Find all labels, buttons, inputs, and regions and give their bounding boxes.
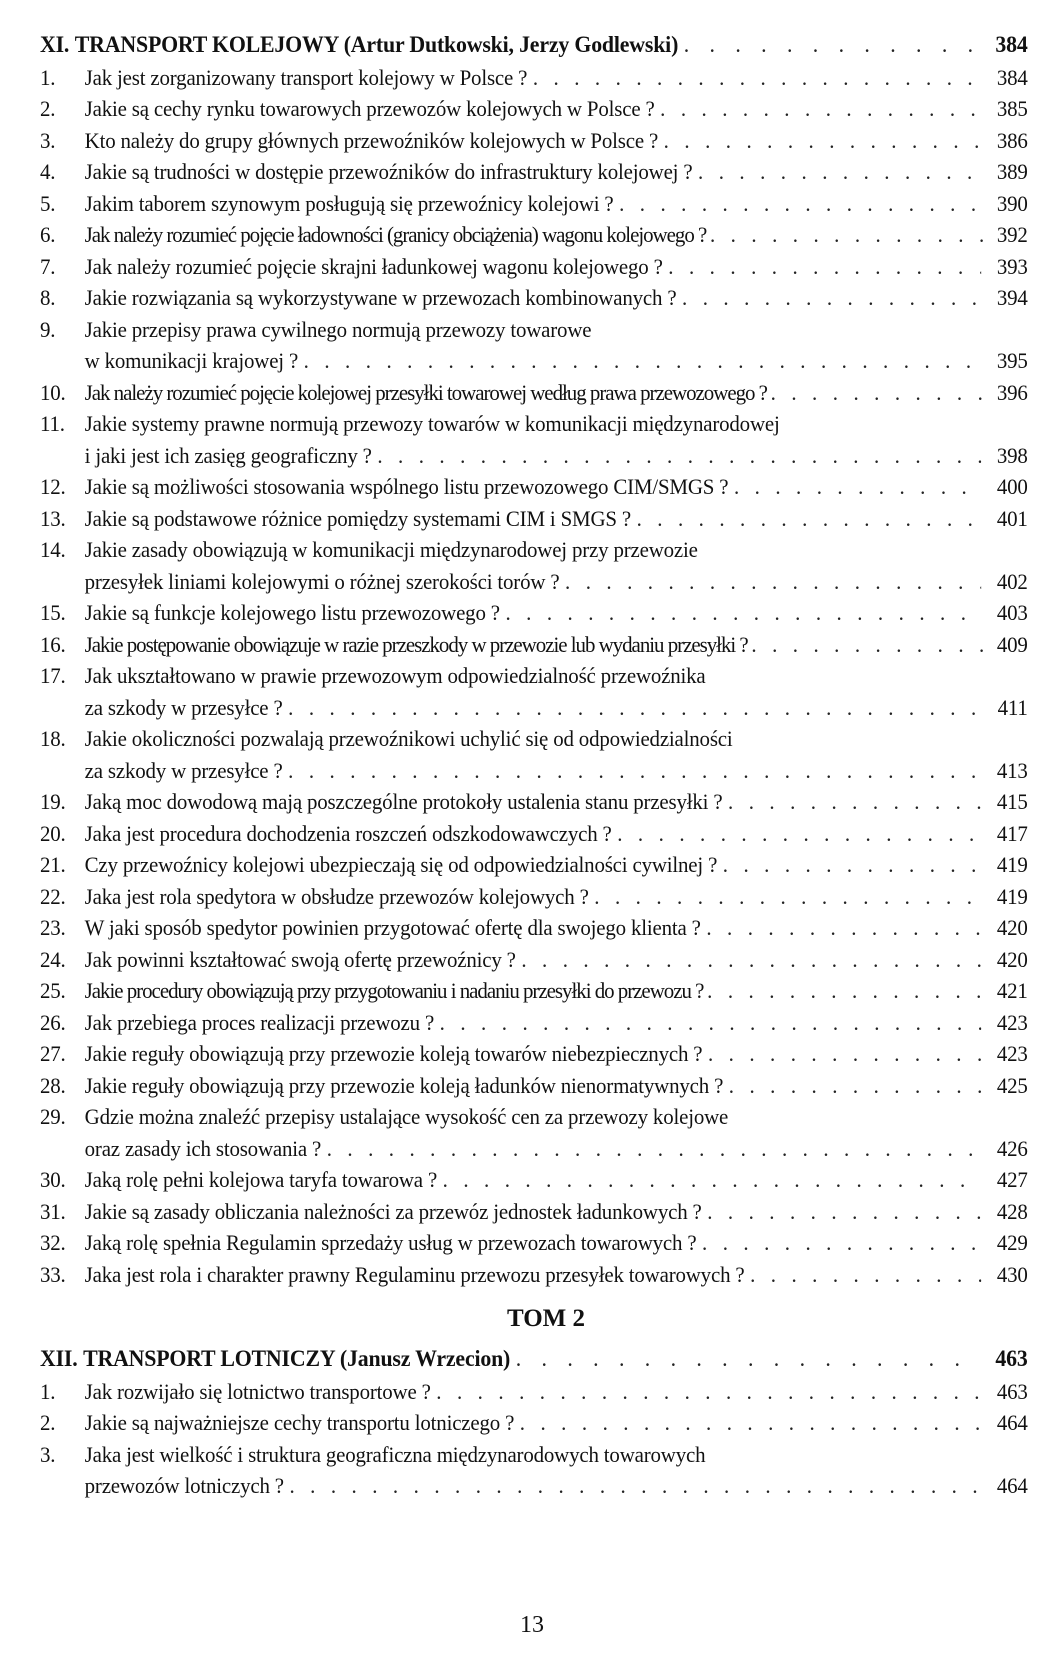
- toc-entry-line: [40, 1376, 1028, 1408]
- chapter-xii-entries: [40, 1376, 1028, 1502]
- dot-leader: [505, 597, 981, 629]
- entry-text: Jakie procedury obowiązują przy przygotowaniu i nadaniu przesyłki do przewozu ?: [84, 978, 704, 1003]
- toc-entry: [40, 944, 1028, 976]
- entry-text: Jak należy rozumieć pojęcie kolejowej przesyłki towarowej według prawa przewozowego ?: [84, 379, 767, 405]
- toc-entry: [40, 975, 1028, 1007]
- entry-page: 411: [997, 694, 1028, 720]
- dot-leader: [706, 912, 981, 944]
- entry-body: [85, 629, 987, 661]
- entry-number: 28.: [40, 1072, 66, 1098]
- dot-leader: [682, 282, 981, 314]
- entry-text: Jak jest zorganizowany transport kolejowy w Polsce ?: [84, 64, 528, 90]
- dot-leader: [440, 1007, 981, 1039]
- toc-entry: [40, 1227, 1028, 1259]
- entry-number: 16.: [40, 631, 66, 657]
- entry-body: [85, 912, 987, 944]
- entry-text: Jaką moc dowodową mają poszczególne protokoły ustalenia stanu przesyłki ?: [84, 789, 723, 814]
- entry-page: 385: [996, 96, 1028, 121]
- dot-leader: [734, 471, 981, 503]
- entry-text: Gdzie można znaleźć przepisy ustalające wysokość cen za przewozy kolejowe: [84, 1104, 729, 1129]
- dot-leader: [729, 1070, 981, 1102]
- entry-text: Jak przebiega proces realizacji przewozu ?: [84, 1009, 435, 1035]
- toc-entry: [40, 849, 1028, 881]
- entry-text: Jak powinni kształtować swoją ofertę przewoźnicy ?: [84, 946, 516, 972]
- dot-leader: [751, 629, 983, 661]
- entry-text: W jaki sposób spedytor powinien przygotować ofertę dla swojego klienta ?: [84, 915, 701, 940]
- toc-entry: [40, 471, 1028, 503]
- entry-body: [85, 188, 987, 220]
- entry-text: Jaką rolę pełni kolejowa taryfa towarowa ?: [84, 1167, 438, 1192]
- toc-entry-first-line: [40, 1439, 1028, 1471]
- entry-page: 426: [996, 1135, 1028, 1161]
- entry-number: 10.: [40, 379, 66, 405]
- entry-page: 420: [996, 946, 1028, 972]
- entry-number: 25.: [40, 978, 66, 1003]
- entry-text: Jaka jest procedura dochodzenia roszczeń odszkodowawczych ?: [84, 820, 612, 846]
- entry-text: w komunikacji krajowej ?: [84, 348, 299, 373]
- entry-text: Jakie okoliczności pozwalają przewoźnikowi uchylić się od odpowiedzialności: [84, 726, 733, 751]
- entry-number: 11.: [40, 411, 65, 436]
- toc-entry-line: [40, 881, 1028, 913]
- entry-page: 409: [996, 631, 1028, 657]
- entry-number: 2.: [40, 96, 56, 121]
- entry-number: 20.: [40, 820, 66, 846]
- toc-entry: [40, 1439, 1028, 1502]
- entry-body: [85, 314, 1028, 346]
- entry-number: 1.: [40, 64, 56, 90]
- entry-body: [85, 471, 987, 503]
- entry-body: [85, 156, 987, 188]
- toc-entry: [40, 818, 1028, 850]
- entry-body: [85, 660, 1028, 692]
- entry-text: Jakie rozwiązania są wykorzystywane w przewozach kombinowanych ?: [84, 285, 677, 310]
- dot-leader: [377, 440, 981, 472]
- toc-entry-line: [40, 1038, 1028, 1070]
- entry-text: Jaka jest wielkość i struktura geograficzna międzynarodowych towarowych: [84, 1441, 706, 1467]
- dot-leader: [710, 219, 983, 251]
- entry-page: 400: [996, 474, 1028, 499]
- toc-entry: [40, 786, 1028, 818]
- entry-number: 1.: [40, 1378, 56, 1404]
- toc-entry-line: [40, 156, 1028, 188]
- entry-number: 6.: [40, 222, 56, 247]
- entry-body: [85, 849, 987, 881]
- entry-body: [85, 1259, 987, 1291]
- toc-entry-line: [40, 1070, 1028, 1102]
- toc-entry-line: [40, 1196, 1028, 1228]
- entry-text: Jaka jest rola spedytora w obsłudze przewozów kolejowych ?: [84, 883, 589, 909]
- entry-text: Jakie postępowanie obowiązuje w razie przeszkody w przewozie lub wydaniu przesyłki ?: [84, 631, 748, 657]
- toc-entry: [40, 1070, 1028, 1102]
- dot-leader: [750, 1259, 981, 1291]
- entry-page: 415: [996, 789, 1028, 814]
- dot-leader: [594, 881, 981, 913]
- entry-body: [85, 1470, 987, 1502]
- toc-entry: [40, 660, 1028, 723]
- dot-leader: [304, 345, 981, 377]
- entry-page: 393: [996, 253, 1028, 279]
- entry-text: oraz zasady ich stosowania ?: [84, 1135, 322, 1161]
- chapter-heading-xi: [40, 30, 1028, 62]
- toc-entry: [40, 188, 1028, 220]
- toc-entry-line: [40, 251, 1028, 283]
- toc-entry-line: [40, 818, 1028, 850]
- entry-page: 423: [996, 1041, 1028, 1066]
- entry-text: i jaki jest ich zasięg geograficzny ?: [84, 442, 372, 468]
- entry-text: Jak ukształtowano w prawie przewozowym odpowiedzialność przewoźnika: [84, 663, 706, 688]
- entry-number: 12.: [40, 474, 66, 499]
- entry-number: 13.: [40, 505, 66, 531]
- toc-entry: [40, 62, 1028, 94]
- dot-leader: [516, 1344, 981, 1376]
- entry-body: [85, 566, 987, 598]
- entry-text: Jaka jest rola i charakter prawny Regulaminu przewozu przesyłek towarowych ?: [84, 1261, 745, 1287]
- dot-leader: [617, 818, 981, 850]
- entry-body: [85, 1227, 987, 1259]
- entry-page: 392: [996, 222, 1028, 247]
- toc-entry-last-line: [40, 566, 1028, 598]
- toc-entry-line: [40, 282, 1028, 314]
- toc-entry: [40, 534, 1028, 597]
- entry-text: przesyłek liniami kolejowymi o różnej szerokości torów ?: [84, 568, 560, 594]
- entry-body: [85, 692, 987, 724]
- entry-text: Jaką rolę spełnia Regulamin sprzedaży usług w przewozach towarowych ?: [84, 1230, 697, 1255]
- entry-page: 389: [996, 159, 1028, 184]
- toc-entry: [40, 629, 1028, 661]
- toc-entry-last-line: [40, 440, 1028, 472]
- entry-body: [85, 755, 987, 787]
- dot-leader: [771, 377, 983, 409]
- toc-entry-line: [40, 1259, 1028, 1291]
- toc-entry: [40, 1164, 1028, 1196]
- entry-body: [85, 503, 987, 535]
- toc-entry-first-line: [40, 314, 1028, 346]
- entry-text: Jakim taborem szynowym posługują się przewoźnicy kolejowi ?: [84, 190, 614, 216]
- toc-entry-line: [40, 471, 1028, 503]
- entry-page: 401: [996, 505, 1028, 531]
- toc-entry: [40, 597, 1028, 629]
- entry-text: Jak rozwijało się lotnictwo transportowe ?: [84, 1378, 431, 1404]
- entry-text: Jakie są podstawowe różnice pomiędzy systemami CIM i SMGS ?: [84, 505, 632, 531]
- entry-page: 403: [996, 600, 1028, 625]
- entry-text: Jakie są trudności w dostępie przewoźników do infrastruktury kolejowej ?: [84, 159, 693, 184]
- entry-body: [85, 251, 987, 283]
- entry-body: [85, 1133, 987, 1165]
- entry-number: 14.: [40, 537, 66, 562]
- volume-heading: TOM 2: [506, 1305, 585, 1332]
- toc-entry-line: [40, 125, 1028, 157]
- entry-number: 26.: [40, 1009, 66, 1035]
- dot-leader: [521, 944, 981, 976]
- dot-leader: [288, 755, 981, 787]
- entry-body: [85, 1164, 987, 1196]
- entry-number: 2.: [40, 1410, 56, 1435]
- entry-text: Jakie są cechy rynku towarowych przewozów kolejowych w Polsce ?: [84, 96, 655, 121]
- dot-leader: [533, 62, 981, 94]
- entry-body: [85, 1376, 987, 1408]
- entry-number: 32.: [40, 1230, 66, 1255]
- dot-leader: [327, 1133, 981, 1165]
- toc-entry-first-line: [40, 534, 1028, 566]
- toc-entry: [40, 251, 1028, 283]
- entry-number: 4.: [40, 159, 56, 184]
- entry-number: 15.: [40, 600, 66, 625]
- toc-entry: [40, 1101, 1028, 1164]
- entry-page: 425: [996, 1072, 1028, 1098]
- dot-leader: [684, 30, 981, 62]
- toc-entry-line: [40, 1407, 1028, 1439]
- entry-page: 395: [996, 348, 1028, 373]
- entry-page: 417: [996, 820, 1028, 846]
- dot-leader: [668, 251, 981, 283]
- toc-entry-first-line: [40, 408, 1028, 440]
- entry-text: za szkody w przesyłce ?: [84, 757, 283, 783]
- entry-number: 27.: [40, 1041, 66, 1066]
- entry-body: [85, 1101, 1028, 1133]
- entry-body: [85, 1007, 987, 1039]
- entry-page: 430: [996, 1261, 1028, 1287]
- entry-body: [85, 881, 987, 913]
- dot-leader: [520, 1407, 981, 1439]
- toc-entry: [40, 377, 1028, 409]
- entry-number: 19.: [40, 789, 66, 814]
- entry-body: [85, 282, 987, 314]
- toc-entry-line: [40, 1007, 1028, 1039]
- toc-entry: [40, 156, 1028, 188]
- dot-leader: [288, 692, 981, 724]
- entry-text: przewozów lotniczych ?: [84, 1473, 284, 1498]
- entry-body: [85, 1038, 987, 1070]
- entry-number: 17.: [40, 663, 66, 688]
- entry-body: [85, 440, 987, 472]
- entry-page: 463: [996, 1378, 1028, 1404]
- dot-leader: [698, 156, 981, 188]
- toc-entry-line: [40, 93, 1028, 125]
- dot-leader: [708, 1038, 981, 1070]
- entry-number: 9.: [40, 316, 56, 342]
- entry-number: 33.: [40, 1261, 66, 1287]
- toc-entry-line: [40, 219, 1028, 251]
- toc-entry: [40, 1407, 1028, 1439]
- toc-entry: [40, 723, 1028, 786]
- toc-entry-line: [40, 629, 1028, 661]
- entry-number: 3.: [40, 127, 56, 153]
- entry-body: [85, 345, 987, 377]
- entry-body: [85, 93, 987, 125]
- entry-text: Jakie reguły obowiązują przy przewozie koleją ładunków nienormatywnych ?: [84, 1072, 724, 1098]
- entry-text: Jakie reguły obowiązują przy przewozie koleją towarów niebezpiecznych ?: [84, 1041, 703, 1066]
- toc-entry-last-line: [40, 345, 1028, 377]
- toc-entry-line: [40, 1164, 1028, 1196]
- toc-entry-last-line: [40, 692, 1028, 724]
- entry-text: za szkody w przesyłce ?: [84, 694, 283, 720]
- entry-page: 427: [996, 1167, 1028, 1192]
- entry-page: 429: [996, 1230, 1028, 1255]
- entry-body: [85, 1070, 987, 1102]
- dot-leader: [660, 93, 981, 125]
- entry-page: 396: [996, 379, 1028, 405]
- entry-number: 3.: [40, 1441, 56, 1467]
- entry-page: 413: [996, 757, 1028, 783]
- entry-page: 384: [996, 64, 1028, 90]
- toc-entry: [40, 1038, 1028, 1070]
- toc-entry: [40, 93, 1028, 125]
- entry-number: 31.: [40, 1198, 66, 1224]
- entry-body: [85, 597, 987, 629]
- entry-body: [85, 944, 987, 976]
- toc-entry-first-line: [40, 723, 1028, 755]
- chapter-heading-xii: [40, 1344, 1028, 1376]
- entry-page: 423: [996, 1009, 1028, 1035]
- toc-entry: [40, 282, 1028, 314]
- entry-text: Jakie są funkcje kolejowego listu przewozowego ?: [84, 600, 500, 625]
- entry-text: Jakie są najważniejsze cechy transportu lotniczego ?: [84, 1410, 515, 1435]
- entry-page: 402: [996, 568, 1028, 594]
- dot-leader: [436, 1376, 981, 1408]
- entry-page: 428: [996, 1198, 1028, 1224]
- toc-entry: [40, 408, 1028, 471]
- entry-number: 21.: [40, 852, 66, 877]
- dot-leader: [728, 786, 981, 818]
- toc-entry: [40, 1196, 1028, 1228]
- entry-body: [85, 62, 987, 94]
- entry-text: Jakie systemy prawne normują przewozy towarów w komunikacji międzynarodowej: [84, 411, 780, 436]
- entry-text: Jakie są możliwości stosowania wspólnego listu przewozowego CIM/SMGS ?: [84, 474, 729, 499]
- entry-number: 7.: [40, 253, 56, 279]
- toc-entry-line: [40, 188, 1028, 220]
- entry-number: 23.: [40, 915, 66, 940]
- toc-entry-line: [40, 1227, 1028, 1259]
- entry-number: 8.: [40, 285, 56, 310]
- entry-body: [85, 219, 987, 251]
- chapter-title: TRANSPORT KOLEJOWY (Artur Dutkowski, Jerzy Godlewski): [74, 32, 679, 58]
- toc-entry: [40, 1007, 1028, 1039]
- entry-number: 29.: [40, 1104, 66, 1129]
- entry-body: [85, 1439, 1028, 1471]
- entry-body: [85, 534, 1028, 566]
- dot-leader: [565, 566, 981, 598]
- dot-leader: [664, 125, 981, 157]
- dot-leader: [707, 1196, 981, 1228]
- entry-body: [85, 1196, 987, 1228]
- entry-body: [85, 125, 987, 157]
- toc-entry-line: [40, 849, 1028, 881]
- entry-page: 390: [996, 190, 1028, 216]
- toc-entry-first-line: [40, 660, 1028, 692]
- toc-entry-line: [40, 944, 1028, 976]
- entry-page: 419: [996, 852, 1028, 877]
- table-of-contents: [40, 30, 1028, 1502]
- toc-entry: [40, 314, 1028, 377]
- entry-page: 464: [996, 1473, 1028, 1498]
- entry-page: 398: [996, 442, 1028, 468]
- toc-entry: [40, 125, 1028, 157]
- dot-leader: [619, 188, 981, 220]
- entry-body: [85, 786, 987, 818]
- toc-entry: [40, 881, 1028, 913]
- dot-leader: [637, 503, 982, 535]
- entry-body: [85, 818, 987, 850]
- chapter-page: 463: [995, 1346, 1028, 1372]
- page-number: 13: [520, 1612, 544, 1638]
- toc-entry-line: [40, 597, 1028, 629]
- dot-leader: [289, 1470, 981, 1502]
- entry-page: 386: [996, 127, 1028, 153]
- toc-entry-line: [40, 377, 1028, 409]
- entry-body: [85, 408, 1028, 440]
- entry-text: Jakie zasady obowiązują w komunikacji międzynarodowej przy przewozie: [84, 537, 698, 562]
- toc-entry-line: [40, 975, 1028, 1007]
- toc-entry-line: [40, 62, 1028, 94]
- toc-entry: [40, 1376, 1028, 1408]
- entry-body: [85, 1407, 987, 1439]
- entry-page: 394: [996, 285, 1028, 310]
- entry-number: 24.: [40, 946, 66, 972]
- toc-entry-line: [40, 503, 1028, 535]
- chapter-xi-entries: [40, 62, 1028, 1291]
- dot-leader: [443, 1164, 982, 1196]
- entry-text: Kto należy do grupy głównych przewoźników kolejowych w Polsce ?: [84, 127, 659, 153]
- dot-leader: [702, 1227, 981, 1259]
- toc-entry: [40, 503, 1028, 535]
- entry-page: 420: [996, 915, 1028, 940]
- entry-number: 5.: [40, 190, 56, 216]
- entry-body: [85, 723, 1028, 755]
- chapter-number: XII.: [40, 1346, 78, 1372]
- dot-leader: [723, 849, 981, 881]
- entry-text: Jak należy rozumieć pojęcie skrajni ładunkowej wagonu kolejowego ?: [84, 253, 663, 279]
- entry-page: 421: [996, 978, 1028, 1003]
- entry-page: 419: [996, 883, 1028, 909]
- toc-entry: [40, 219, 1028, 251]
- toc-entry-last-line: [40, 1133, 1028, 1165]
- entry-number: 22.: [40, 883, 66, 909]
- toc-entry-line: [40, 786, 1028, 818]
- entry-number: 30.: [40, 1167, 66, 1192]
- entry-body: [85, 377, 987, 409]
- chapter-number: XI.: [40, 32, 70, 58]
- entry-number: 18.: [40, 726, 66, 751]
- entry-body: [85, 975, 987, 1007]
- dot-leader: [707, 975, 983, 1007]
- chapter-page: 384: [995, 32, 1028, 58]
- chapter-title: TRANSPORT LOTNICZY (Janusz Wrzecion): [83, 1346, 511, 1372]
- toc-entry-last-line: [40, 1470, 1028, 1502]
- entry-text: Jakie przepisy prawa cywilnego normują przewozy towarowe: [84, 316, 592, 342]
- toc-entry-last-line: [40, 755, 1028, 787]
- entry-text: Jakie są zasady obliczania należności za przewóz jednostek ładunkowych ?: [84, 1198, 702, 1224]
- entry-text: Jak należy rozumieć pojęcie ładowności (granicy obciążenia) wagonu kolejowego ?: [84, 222, 707, 247]
- entry-page: 464: [996, 1410, 1028, 1435]
- toc-entry: [40, 1259, 1028, 1291]
- toc-entry-first-line: [40, 1101, 1028, 1133]
- entry-text: Czy przewoźnicy kolejowi ubezpieczają się od odpowiedzialności cywilnej ?: [84, 852, 718, 877]
- toc-entry-line: [40, 912, 1028, 944]
- toc-entry: [40, 912, 1028, 944]
